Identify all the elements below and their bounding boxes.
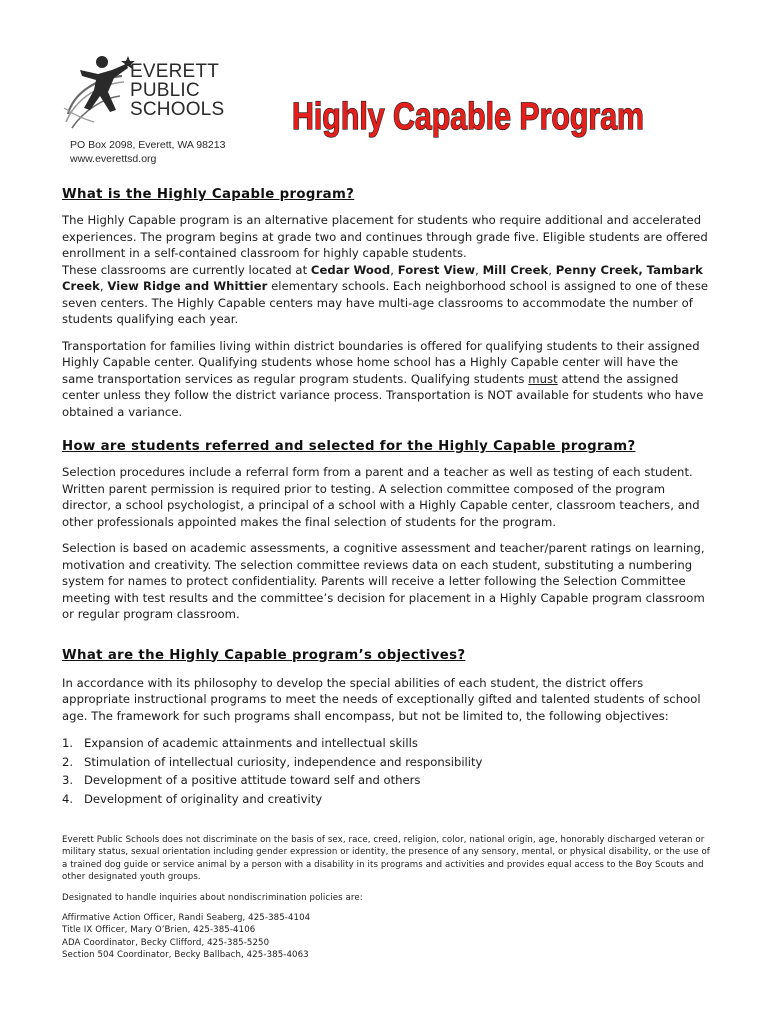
website-link[interactable]: www.everettsd.org	[70, 153, 157, 165]
nondiscrimination-statement: Everett Public Schools does not discriminate on the basis of sex, race, creed, religion, color, national origin, age, honorably discharged veteran or military status, sexual orientation including gender expression or identity, the presence of any sensory, mental, or physical disability, or the use of a trained dog guide or service animal by a person with a disability in its programs and activities and provides equal access to the Boy Scouts and other designated youth groups.	[62, 835, 710, 883]
postal-address: PO Box 2098, Everett, WA 98213	[70, 139, 226, 151]
paragraph: The Highly Capable program is an alternative placement for students who require additional and accelerated experiences. The program begins at grade two and continues through grade five. Eligible students are offered enrollment in a self-contained classroom for highly capable students. These classrooms are currently located at Cedar Wood, Forest View, Mill Creek, Penny Creek, Tambark Creek, View Ridge and Whittier elementary schools. Each neighborhood school is assigned to one of these seven centers. The Highly Capable centers may have multi-age classrooms to accommodate the number of students qualifying each year.	[62, 213, 709, 326]
nondiscrimination-notice	[62, 834, 712, 962]
school-name: Penny Creek,	[555, 262, 643, 277]
school-name: Tambark Creek	[62, 262, 703, 293]
section-heading-selection: How are students referred and selected for the Highly Capable program?	[62, 439, 636, 454]
paragraph-text: The Highly Capable program is an alternative placement for students who require additional and accelerated experiences. The program begins at grade two and continues through grade five. Eligible students are offered enrollment in a self-contained classroom for highly capable students.	[62, 213, 708, 260]
contact-line: Affirmative Action Officer, Randi Seaberg, 425-385-4104	[62, 913, 311, 924]
objectives-list	[62, 734, 712, 808]
program-title	[290, 91, 650, 139]
logo-wordmark	[130, 62, 260, 119]
address-block	[70, 138, 225, 166]
section-heading-objectives: What are the Highly Capable program’s objectives?	[62, 647, 466, 663]
list-item: 2. Stimulation of intellectual curiosity, independence and responsibility	[62, 754, 483, 769]
paragraph-text: Transportation for families living within district boundaries is offered for qualifying students to their assigned Highly Capable center. Qualifying students whose home school has a Highly Capable center will have the same transportation services as regular program students. Qualifying students	[62, 338, 700, 386]
designated-contacts-intro: Designated to handle inquiries about nondiscrimination policies are:	[62, 892, 363, 903]
school-name: Mill Creek	[482, 262, 549, 277]
list-item: 4. Development of originality and creativity	[62, 791, 323, 806]
contact-line: ADA Coordinator, Becky Clifford, 425-385-5250	[62, 937, 270, 948]
section-heading-what-is: What is the Highly Capable program?	[62, 187, 355, 202]
logo-line: EVERETT	[130, 61, 220, 82]
paragraph-text: attend the assigned center unless they follow the district variance process. Transportation is NOT available for students who have obtained a variance.	[62, 371, 704, 419]
emphasis-must: must	[528, 371, 558, 386]
school-name: Cedar Wood	[310, 262, 391, 277]
school-name: View Ridge and Whittier	[107, 279, 268, 293]
paragraph: Selection procedures include a referral form from a parent and a teacher as well as testing of each student. Written parent permission is required prior to testing. A selection committee composed of the program director, a school psychologist, a principal of a school with a Highly Capable center, classroom teachers, and other professionals appointed makes the final selection of students for the program.	[62, 465, 700, 529]
paragraph-text: These classrooms are currently located at	[62, 262, 311, 277]
paragraph-text: elementary schools. Each neighborhood school is assigned to one of these seven centers. The Highly Capable centers may have multi-age classrooms to accommodate the number of students qualifying each year.	[62, 279, 709, 326]
main-content	[62, 186, 712, 962]
logo-line: PUBLIC	[130, 80, 200, 101]
program-title-text: Highly Capable Program	[292, 96, 644, 138]
logo-line: SCHOOLS	[130, 99, 225, 120]
contact-line: Section 504 Coordinator, Becky Ballbach, 425-385-4063	[62, 950, 309, 961]
school-name: Forest View	[397, 262, 476, 277]
paragraph: In accordance with its philosophy to develop the special abilities of each student, the district offers appropriate instructional programs to meet the needs of exceptionally gifted and talented students of school age. The framework for such programs shall encompass, but not be limited to, the following objectives:	[62, 675, 701, 723]
paragraph: Selection is based on academic assessments, a cognitive assessment and teacher/parent ratings on learning, motivation and creativity. The selection committee reviews data on each student, substituting a numbering system for names to protect confidentiality. Parents will receive a letter following the Selection Committee meeting with test results and the committee’s decision for placement in a Highly Capable program classroom or regular program classroom.	[62, 541, 705, 621]
list-item: 1. Expansion of academic attainments and intellectual skills	[62, 736, 418, 750]
contact-line: Title IX Officer, Mary O’Brien, 425-385-4106	[62, 925, 256, 936]
list-item: 3. Development of a positive attitude toward self and others	[62, 773, 421, 787]
paragraph	[62, 338, 712, 421]
